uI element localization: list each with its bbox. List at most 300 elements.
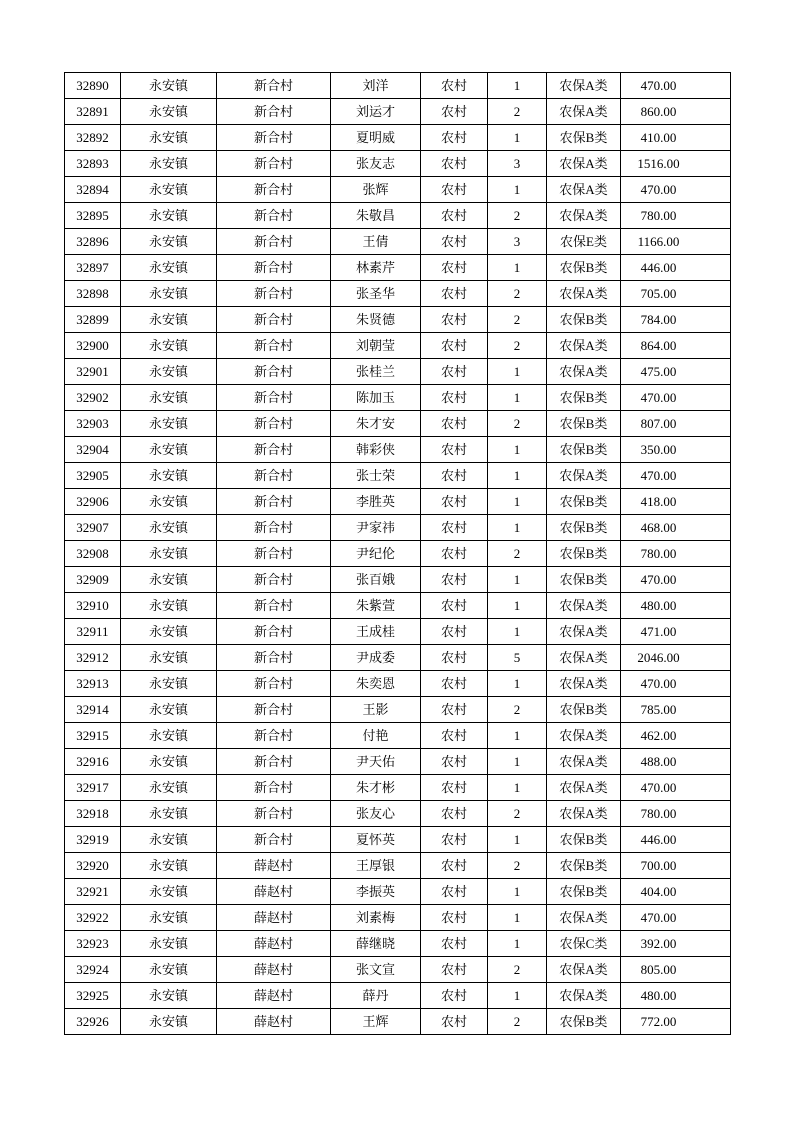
- cell-amount: 784.00: [621, 307, 731, 333]
- cell-person-count: 2: [488, 801, 547, 827]
- cell-amount: 470.00: [621, 177, 731, 203]
- table-row: [65, 177, 731, 203]
- cell-person-name: 王辉: [331, 1009, 421, 1035]
- cell-record-id: 32921: [65, 879, 121, 905]
- cell-residence-type: 农村: [421, 281, 488, 307]
- cell-town: 永安镇: [121, 463, 217, 489]
- cell-town: 永安镇: [121, 723, 217, 749]
- cell-amount: 446.00: [621, 255, 731, 281]
- cell-insurance-category: 农保A类: [547, 593, 621, 619]
- table-row: [65, 827, 731, 853]
- cell-person-count: 2: [488, 307, 547, 333]
- cell-village: 新合村: [217, 255, 331, 281]
- cell-record-id: 32919: [65, 827, 121, 853]
- cell-record-id: 32922: [65, 905, 121, 931]
- cell-village: 新合村: [217, 697, 331, 723]
- cell-person-count: 5: [488, 645, 547, 671]
- cell-record-id: 32904: [65, 437, 121, 463]
- table-row: [65, 671, 731, 697]
- cell-record-id: 32899: [65, 307, 121, 333]
- cell-town: 永安镇: [121, 749, 217, 775]
- cell-amount: 470.00: [621, 567, 731, 593]
- cell-person-count: 2: [488, 99, 547, 125]
- cell-person-count: 1: [488, 931, 547, 957]
- cell-person-count: 3: [488, 229, 547, 255]
- cell-person-count: 2: [488, 333, 547, 359]
- table-row: [65, 593, 731, 619]
- cell-residence-type: 农村: [421, 255, 488, 281]
- cell-amount: 470.00: [621, 775, 731, 801]
- cell-amount: 864.00: [621, 333, 731, 359]
- table-row: [65, 879, 731, 905]
- cell-residence-type: 农村: [421, 73, 488, 99]
- cell-residence-type: 农村: [421, 905, 488, 931]
- cell-record-id: 32923: [65, 931, 121, 957]
- cell-record-id: 32905: [65, 463, 121, 489]
- cell-village: 新合村: [217, 593, 331, 619]
- cell-residence-type: 农村: [421, 125, 488, 151]
- cell-record-id: 32916: [65, 749, 121, 775]
- cell-insurance-category: 农保B类: [547, 125, 621, 151]
- cell-person-count: 2: [488, 957, 547, 983]
- cell-person-count: 2: [488, 281, 547, 307]
- cell-amount: 470.00: [621, 463, 731, 489]
- cell-village: 新合村: [217, 281, 331, 307]
- cell-amount: 700.00: [621, 853, 731, 879]
- cell-record-id: 32911: [65, 619, 121, 645]
- cell-residence-type: 农村: [421, 1009, 488, 1035]
- cell-town: 永安镇: [121, 541, 217, 567]
- cell-record-id: 32924: [65, 957, 121, 983]
- cell-residence-type: 农村: [421, 853, 488, 879]
- cell-person-count: 1: [488, 125, 547, 151]
- cell-person-name: 李振英: [331, 879, 421, 905]
- cell-insurance-category: 农保A类: [547, 775, 621, 801]
- table-row: [65, 203, 731, 229]
- table-row: [65, 957, 731, 983]
- cell-town: 永安镇: [121, 125, 217, 151]
- table-row: [65, 333, 731, 359]
- cell-insurance-category: 农保A类: [547, 957, 621, 983]
- cell-person-count: 2: [488, 853, 547, 879]
- cell-person-name: 张友心: [331, 801, 421, 827]
- cell-amount: 470.00: [621, 385, 731, 411]
- cell-insurance-category: 农保A类: [547, 645, 621, 671]
- cell-person-count: 1: [488, 905, 547, 931]
- cell-record-id: 32897: [65, 255, 121, 281]
- cell-person-count: 2: [488, 1009, 547, 1035]
- cell-person-count: 2: [488, 697, 547, 723]
- cell-insurance-category: 农保B类: [547, 437, 621, 463]
- cell-amount: 470.00: [621, 73, 731, 99]
- table-row: [65, 697, 731, 723]
- cell-amount: 392.00: [621, 931, 731, 957]
- cell-record-id: 32902: [65, 385, 121, 411]
- cell-residence-type: 农村: [421, 619, 488, 645]
- cell-record-id: 32893: [65, 151, 121, 177]
- cell-person-count: 1: [488, 73, 547, 99]
- cell-person-name: 薛丹: [331, 983, 421, 1009]
- cell-town: 永安镇: [121, 255, 217, 281]
- table-row: [65, 437, 731, 463]
- cell-amount: 470.00: [621, 671, 731, 697]
- cell-village: 新合村: [217, 749, 331, 775]
- cell-record-id: 32901: [65, 359, 121, 385]
- table-row: [65, 515, 731, 541]
- cell-village: 新合村: [217, 541, 331, 567]
- cell-amount: 480.00: [621, 983, 731, 1009]
- cell-person-name: 张友志: [331, 151, 421, 177]
- cell-town: 永安镇: [121, 307, 217, 333]
- cell-residence-type: 农村: [421, 203, 488, 229]
- cell-person-name: 韩彩侠: [331, 437, 421, 463]
- cell-record-id: 32907: [65, 515, 121, 541]
- cell-person-count: 1: [488, 775, 547, 801]
- table-row: [65, 281, 731, 307]
- table-row: [65, 645, 731, 671]
- cell-person-name: 张辉: [331, 177, 421, 203]
- table-row: [65, 723, 731, 749]
- cell-town: 永安镇: [121, 697, 217, 723]
- cell-person-count: 1: [488, 983, 547, 1009]
- cell-person-count: 1: [488, 359, 547, 385]
- table-row: [65, 229, 731, 255]
- cell-town: 永安镇: [121, 775, 217, 801]
- cell-residence-type: 农村: [421, 515, 488, 541]
- cell-town: 永安镇: [121, 619, 217, 645]
- cell-person-name: 张士荣: [331, 463, 421, 489]
- cell-town: 永安镇: [121, 411, 217, 437]
- cell-amount: 780.00: [621, 801, 731, 827]
- cell-insurance-category: 农保A类: [547, 99, 621, 125]
- cell-amount: 780.00: [621, 541, 731, 567]
- cell-residence-type: 农村: [421, 541, 488, 567]
- cell-town: 永安镇: [121, 931, 217, 957]
- cell-person-name: 尹纪伦: [331, 541, 421, 567]
- table-row: [65, 749, 731, 775]
- cell-residence-type: 农村: [421, 593, 488, 619]
- table-row: [65, 73, 731, 99]
- cell-insurance-category: 农保A类: [547, 203, 621, 229]
- cell-insurance-category: 农保B类: [547, 697, 621, 723]
- cell-residence-type: 农村: [421, 385, 488, 411]
- cell-residence-type: 农村: [421, 957, 488, 983]
- table-row: [65, 385, 731, 411]
- cell-town: 永安镇: [121, 203, 217, 229]
- cell-record-id: 32915: [65, 723, 121, 749]
- cell-residence-type: 农村: [421, 749, 488, 775]
- cell-town: 永安镇: [121, 489, 217, 515]
- cell-residence-type: 农村: [421, 801, 488, 827]
- cell-village: 新合村: [217, 489, 331, 515]
- cell-village: 新合村: [217, 73, 331, 99]
- cell-residence-type: 农村: [421, 567, 488, 593]
- table-row: [65, 125, 731, 151]
- cell-person-name: 王倩: [331, 229, 421, 255]
- cell-record-id: 32920: [65, 853, 121, 879]
- cell-record-id: 32925: [65, 983, 121, 1009]
- cell-town: 永安镇: [121, 1009, 217, 1035]
- table-row: [65, 1009, 731, 1035]
- cell-person-name: 王厚银: [331, 853, 421, 879]
- cell-insurance-category: 农保A类: [547, 671, 621, 697]
- cell-amount: 785.00: [621, 697, 731, 723]
- cell-insurance-category: 农保A类: [547, 983, 621, 1009]
- table-row: [65, 567, 731, 593]
- cell-person-count: 1: [488, 749, 547, 775]
- cell-insurance-category: 农保B类: [547, 827, 621, 853]
- cell-village: 新合村: [217, 385, 331, 411]
- cell-residence-type: 农村: [421, 931, 488, 957]
- cell-amount: 1516.00: [621, 151, 731, 177]
- cell-person-count: 1: [488, 177, 547, 203]
- cell-amount: 418.00: [621, 489, 731, 515]
- cell-insurance-category: 农保E类: [547, 229, 621, 255]
- cell-village: 新合村: [217, 645, 331, 671]
- cell-person-name: 张桂兰: [331, 359, 421, 385]
- cell-insurance-category: 农保A类: [547, 905, 621, 931]
- cell-village: 新合村: [217, 801, 331, 827]
- cell-village: 新合村: [217, 437, 331, 463]
- cell-person-count: 2: [488, 411, 547, 437]
- table-row: [65, 359, 731, 385]
- cell-town: 永安镇: [121, 151, 217, 177]
- cell-town: 永安镇: [121, 671, 217, 697]
- cell-residence-type: 农村: [421, 307, 488, 333]
- cell-person-name: 朱贤德: [331, 307, 421, 333]
- cell-residence-type: 农村: [421, 411, 488, 437]
- cell-record-id: 32910: [65, 593, 121, 619]
- cell-village: 新合村: [217, 333, 331, 359]
- cell-person-count: 1: [488, 489, 547, 515]
- cell-record-id: 32914: [65, 697, 121, 723]
- cell-person-name: 朱紫萱: [331, 593, 421, 619]
- table-row: [65, 905, 731, 931]
- cell-person-count: 3: [488, 151, 547, 177]
- cell-record-id: 32912: [65, 645, 121, 671]
- cell-person-count: 1: [488, 619, 547, 645]
- cell-record-id: 32894: [65, 177, 121, 203]
- cell-record-id: 32926: [65, 1009, 121, 1035]
- cell-insurance-category: 农保A类: [547, 333, 621, 359]
- cell-record-id: 32890: [65, 73, 121, 99]
- cell-village: 薛赵村: [217, 931, 331, 957]
- cell-town: 永安镇: [121, 879, 217, 905]
- cell-amount: 488.00: [621, 749, 731, 775]
- cell-person-count: 1: [488, 593, 547, 619]
- cell-insurance-category: 农保B类: [547, 255, 621, 281]
- table-row: [65, 463, 731, 489]
- cell-town: 永安镇: [121, 177, 217, 203]
- cell-amount: 1166.00: [621, 229, 731, 255]
- cell-amount: 480.00: [621, 593, 731, 619]
- cell-amount: 772.00: [621, 1009, 731, 1035]
- cell-person-name: 朱才彬: [331, 775, 421, 801]
- cell-town: 永安镇: [121, 229, 217, 255]
- cell-amount: 471.00: [621, 619, 731, 645]
- cell-person-name: 刘朝莹: [331, 333, 421, 359]
- cell-person-count: 1: [488, 515, 547, 541]
- cell-village: 薛赵村: [217, 983, 331, 1009]
- cell-residence-type: 农村: [421, 151, 488, 177]
- cell-residence-type: 农村: [421, 697, 488, 723]
- cell-village: 薛赵村: [217, 853, 331, 879]
- cell-village: 新合村: [217, 723, 331, 749]
- table-row: [65, 931, 731, 957]
- cell-village: 新合村: [217, 671, 331, 697]
- cell-town: 永安镇: [121, 983, 217, 1009]
- cell-residence-type: 农村: [421, 879, 488, 905]
- cell-amount: 410.00: [621, 125, 731, 151]
- cell-person-count: 1: [488, 437, 547, 463]
- cell-person-name: 刘洋: [331, 73, 421, 99]
- cell-insurance-category: 农保A类: [547, 619, 621, 645]
- cell-town: 永安镇: [121, 593, 217, 619]
- cell-insurance-category: 农保B类: [547, 411, 621, 437]
- cell-record-id: 32891: [65, 99, 121, 125]
- cell-town: 永安镇: [121, 957, 217, 983]
- table-row: [65, 541, 731, 567]
- cell-town: 永安镇: [121, 99, 217, 125]
- table-row: [65, 307, 731, 333]
- cell-residence-type: 农村: [421, 827, 488, 853]
- cell-person-name: 尹天佑: [331, 749, 421, 775]
- cell-record-id: 32892: [65, 125, 121, 151]
- table-row: [65, 489, 731, 515]
- cell-village: 新合村: [217, 567, 331, 593]
- benefits-roster-table: [64, 72, 731, 1035]
- cell-amount: 475.00: [621, 359, 731, 385]
- cell-insurance-category: 农保A类: [547, 359, 621, 385]
- cell-person-name: 刘素梅: [331, 905, 421, 931]
- cell-residence-type: 农村: [421, 463, 488, 489]
- cell-record-id: 32918: [65, 801, 121, 827]
- cell-insurance-category: 农保B类: [547, 307, 621, 333]
- cell-insurance-category: 农保A类: [547, 749, 621, 775]
- table-row: [65, 619, 731, 645]
- cell-person-name: 朱敬昌: [331, 203, 421, 229]
- cell-residence-type: 农村: [421, 489, 488, 515]
- cell-village: 新合村: [217, 411, 331, 437]
- cell-residence-type: 农村: [421, 645, 488, 671]
- cell-record-id: 32898: [65, 281, 121, 307]
- cell-town: 永安镇: [121, 515, 217, 541]
- table-row: [65, 775, 731, 801]
- cell-village: 薛赵村: [217, 1009, 331, 1035]
- cell-town: 永安镇: [121, 853, 217, 879]
- cell-person-name: 夏怀英: [331, 827, 421, 853]
- cell-person-name: 朱奕恩: [331, 671, 421, 697]
- cell-village: 新合村: [217, 229, 331, 255]
- cell-insurance-category: 农保A类: [547, 463, 621, 489]
- cell-amount: 780.00: [621, 203, 731, 229]
- cell-person-name: 王影: [331, 697, 421, 723]
- cell-residence-type: 农村: [421, 99, 488, 125]
- cell-insurance-category: 农保A类: [547, 281, 621, 307]
- cell-record-id: 32903: [65, 411, 121, 437]
- cell-insurance-category: 农保B类: [547, 541, 621, 567]
- cell-village: 薛赵村: [217, 879, 331, 905]
- table-row: [65, 99, 731, 125]
- cell-village: 新合村: [217, 775, 331, 801]
- cell-insurance-category: 农保B类: [547, 1009, 621, 1035]
- table-row: [65, 411, 731, 437]
- cell-person-name: 张圣华: [331, 281, 421, 307]
- cell-village: 薛赵村: [217, 957, 331, 983]
- cell-person-name: 薛继晓: [331, 931, 421, 957]
- cell-town: 永安镇: [121, 905, 217, 931]
- table-row: [65, 983, 731, 1009]
- cell-record-id: 32900: [65, 333, 121, 359]
- cell-amount: 470.00: [621, 905, 731, 931]
- cell-person-name: 张百娥: [331, 567, 421, 593]
- cell-record-id: 32906: [65, 489, 121, 515]
- cell-residence-type: 农村: [421, 437, 488, 463]
- cell-insurance-category: 农保B类: [547, 567, 621, 593]
- cell-person-name: 夏明威: [331, 125, 421, 151]
- cell-insurance-category: 农保B类: [547, 515, 621, 541]
- cell-village: 新合村: [217, 463, 331, 489]
- cell-town: 永安镇: [121, 385, 217, 411]
- cell-record-id: 32917: [65, 775, 121, 801]
- cell-town: 永安镇: [121, 281, 217, 307]
- cell-insurance-category: 农保B类: [547, 879, 621, 905]
- cell-amount: 860.00: [621, 99, 731, 125]
- cell-person-count: 1: [488, 463, 547, 489]
- cell-village: 薛赵村: [217, 905, 331, 931]
- cell-person-count: 2: [488, 541, 547, 567]
- cell-record-id: 32895: [65, 203, 121, 229]
- cell-village: 新合村: [217, 151, 331, 177]
- cell-town: 永安镇: [121, 359, 217, 385]
- cell-town: 永安镇: [121, 437, 217, 463]
- cell-residence-type: 农村: [421, 723, 488, 749]
- cell-person-name: 朱才安: [331, 411, 421, 437]
- table-row: [65, 801, 731, 827]
- cell-person-name: 陈加玉: [331, 385, 421, 411]
- cell-town: 永安镇: [121, 333, 217, 359]
- cell-person-count: 1: [488, 723, 547, 749]
- cell-amount: 462.00: [621, 723, 731, 749]
- table-row: [65, 151, 731, 177]
- table-row: [65, 853, 731, 879]
- cell-residence-type: 农村: [421, 983, 488, 1009]
- cell-village: 新合村: [217, 203, 331, 229]
- cell-person-name: 李胜英: [331, 489, 421, 515]
- cell-person-name: 付艳: [331, 723, 421, 749]
- cell-record-id: 32908: [65, 541, 121, 567]
- cell-person-count: 2: [488, 203, 547, 229]
- cell-insurance-category: 农保A类: [547, 723, 621, 749]
- cell-town: 永安镇: [121, 645, 217, 671]
- cell-amount: 807.00: [621, 411, 731, 437]
- cell-village: 新合村: [217, 125, 331, 151]
- cell-insurance-category: 农保A类: [547, 151, 621, 177]
- cell-amount: 705.00: [621, 281, 731, 307]
- cell-residence-type: 农村: [421, 775, 488, 801]
- cell-person-count: 1: [488, 385, 547, 411]
- cell-amount: 446.00: [621, 827, 731, 853]
- cell-town: 永安镇: [121, 73, 217, 99]
- cell-person-count: 1: [488, 255, 547, 281]
- cell-insurance-category: 农保A类: [547, 801, 621, 827]
- cell-amount: 805.00: [621, 957, 731, 983]
- cell-town: 永安镇: [121, 827, 217, 853]
- cell-record-id: 32896: [65, 229, 121, 255]
- cell-insurance-category: 农保A类: [547, 177, 621, 203]
- cell-insurance-category: 农保B类: [547, 853, 621, 879]
- cell-village: 新合村: [217, 619, 331, 645]
